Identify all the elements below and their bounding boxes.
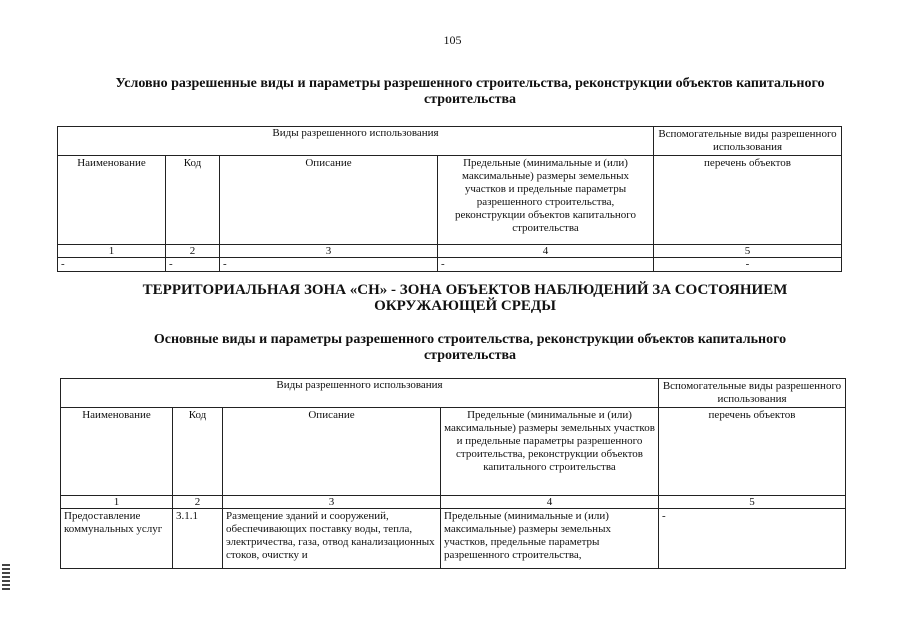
column-number: 2 bbox=[173, 496, 223, 509]
zone-title: ТЕРРИТОРИАЛЬНАЯ ЗОНА «СН» - ЗОНА ОБЪЕКТОВ НАБЛЮДЕНИЙ ЗА СОСТОЯНИЕМ ОКРУЖАЮЩЕЙ СРЕДЫ bbox=[142, 282, 788, 314]
cell-code: 3.1.1 bbox=[173, 509, 223, 569]
header-parameters: Предельные (минимальные и (или) максимальные) размеры земельных участков и предельные параметры разрешенного строительства, реконструкции объектов капитального строительства bbox=[438, 156, 654, 245]
header-code: Код bbox=[173, 408, 223, 496]
column-numbers-row bbox=[61, 496, 846, 509]
page-number: 105 bbox=[443, 33, 462, 47]
header-group-main: Виды разрешенного использования bbox=[61, 379, 659, 408]
cell-objects: - bbox=[654, 258, 842, 272]
cell-description: Размещение зданий и сооружений, обеспечивающих поставку воды, тепла, электричества, газа, отвод канализационных стоков, очистку и bbox=[223, 509, 441, 569]
header-description: Описание bbox=[220, 156, 438, 245]
column-number: 1 bbox=[58, 245, 166, 258]
table-row bbox=[58, 258, 842, 272]
header-group-aux: Вспомогательные виды разрешенного использования bbox=[654, 127, 842, 156]
cell-parameters: - bbox=[438, 258, 654, 272]
conditional-uses-table bbox=[57, 126, 842, 272]
header-objects: перечень объектов bbox=[659, 408, 846, 496]
column-number: 3 bbox=[220, 245, 438, 258]
header-name: Наименование bbox=[61, 408, 173, 496]
section-title-main: Основные виды и параметры разрешенного строительства, реконструкции объектов капитального строительства bbox=[153, 332, 787, 363]
section-title-conditional: Условно разрешенные виды и параметры разрешенного строительства, реконструкции объектов капитального строительства bbox=[115, 76, 825, 107]
cell-parameters: Предельные (минимальные и (или) максимальные) размеры земельных участков, предельные параметры разрешенного строительства, bbox=[441, 509, 659, 569]
column-number: 5 bbox=[659, 496, 846, 509]
column-number: 4 bbox=[438, 245, 654, 258]
column-number: 1 bbox=[61, 496, 173, 509]
table-row bbox=[61, 509, 846, 569]
cell-name: - bbox=[58, 258, 166, 272]
header-group-aux: Вспомогательные виды разрешенного использования bbox=[659, 379, 846, 408]
column-number: 3 bbox=[223, 496, 441, 509]
cell-code: - bbox=[166, 258, 220, 272]
header-description: Описание bbox=[223, 408, 441, 496]
header-name: Наименование bbox=[58, 156, 166, 245]
cell-description: - bbox=[220, 258, 438, 272]
header-objects: перечень объектов bbox=[654, 156, 842, 245]
column-numbers-row bbox=[58, 245, 842, 258]
cell-name: Предоставление коммунальных услуг bbox=[61, 509, 173, 569]
header-code: Код bbox=[166, 156, 220, 245]
column-number: 2 bbox=[166, 245, 220, 258]
main-uses-table bbox=[60, 378, 846, 569]
scan-margin-mark bbox=[2, 564, 10, 592]
column-number: 5 bbox=[654, 245, 842, 258]
header-group-main: Виды разрешенного использования bbox=[58, 127, 654, 156]
column-number: 4 bbox=[441, 496, 659, 509]
cell-objects: - bbox=[659, 509, 846, 569]
header-parameters: Предельные (минимальные и (или) максимальные) размеры земельных участков и предельные параметры разрешенного строительства, реконструкции объектов капитального строительства bbox=[441, 408, 659, 496]
